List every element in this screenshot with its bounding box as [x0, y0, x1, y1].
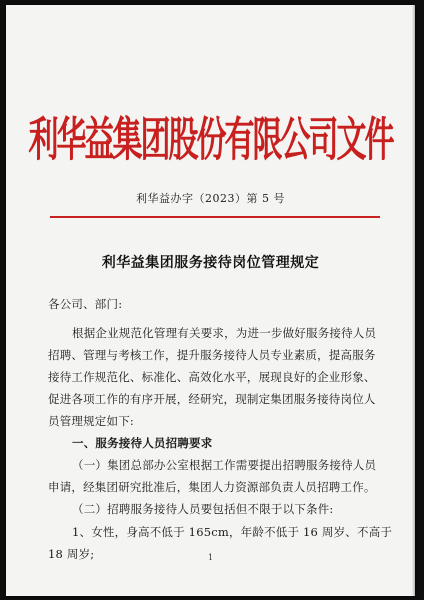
body-line: 根据企业规范化管理有关要求，为进一步做好服务接待人员: [72, 326, 377, 340]
page-number: 1: [207, 553, 214, 562]
body-line: （二）招聘服务接待人员要包括但不限于以下条件:: [72, 502, 334, 516]
document-number: 利华益办字（2023）第 5 号: [136, 192, 285, 205]
body-line: 1、女性，身高不低于 165cm，年龄不低于 16 周岁、不高于: [72, 525, 393, 539]
section-heading: 一、服务接待人员招聘要求: [72, 436, 213, 450]
body-line: 员管理规定如下:: [48, 414, 134, 428]
body-line: 申请，经集团研究批准后，集团人力资源部负责人员招聘工作。: [48, 480, 376, 494]
body-line: 18 周岁;: [48, 547, 95, 561]
document-title: 利华益集团服务接待岗位管理规定: [101, 255, 320, 271]
document-page: [6, 5, 415, 596]
scan-shadow-edge: [412, 5, 415, 596]
company-document-header: 利华益集团股份有限公司文件: [28, 113, 393, 168]
body-line: 接待工作规范化、标准化、高效化水平，展现良好的企业形象、: [48, 370, 376, 384]
red-divider-line: [50, 216, 380, 218]
salutation: 各公司、部门:: [48, 297, 123, 311]
body-line: 招聘、管理与考核工作，提升服务接待人员专业素质，提高服务: [48, 348, 376, 362]
body-line: （一）集团总部办公室根据工作需要提出招聘服务接待人员: [72, 458, 377, 472]
body-line: 促进各项工作的有序开展，经研究，现制定集团服务接待岗位人: [48, 392, 376, 406]
